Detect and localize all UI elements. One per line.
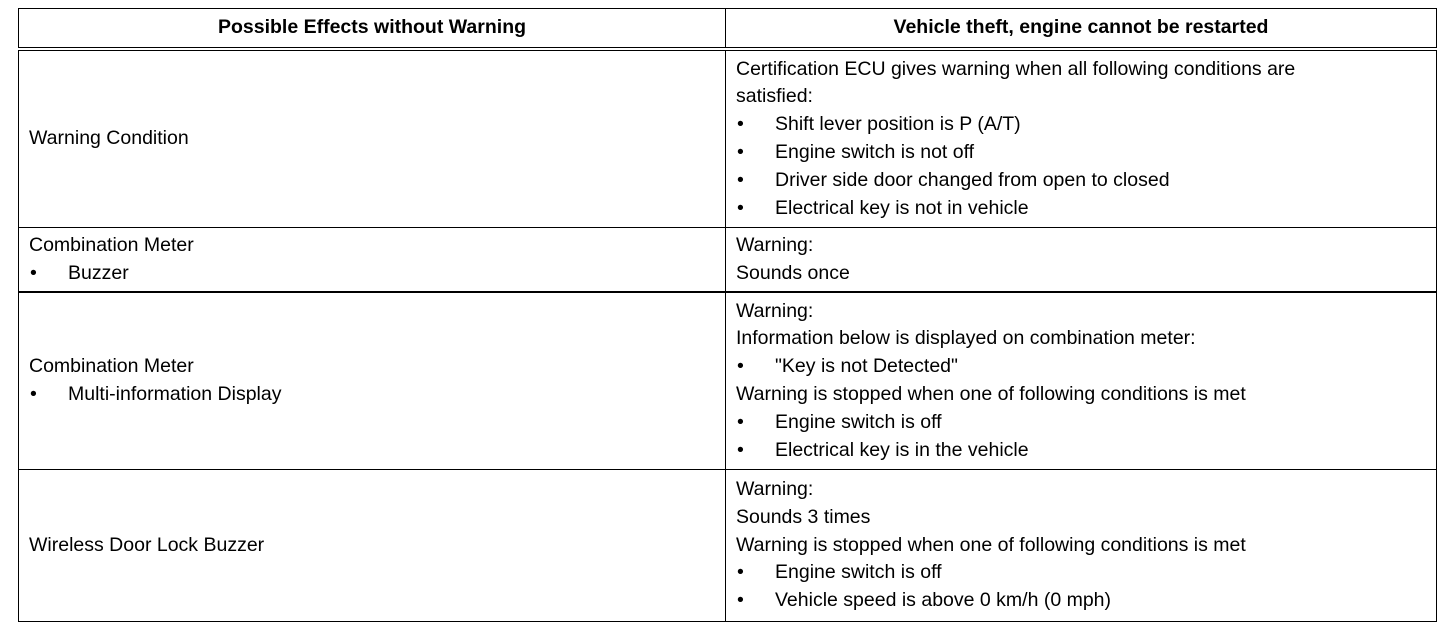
cell-combination-meter-buzzer — [19, 228, 726, 293]
row-label: Combination Meter — [29, 355, 194, 378]
cell-combination-meter-mid — [19, 292, 726, 470]
table-header-row — [19, 9, 1437, 50]
bullet-icon: • — [737, 113, 744, 136]
detail-line: Warning is stopped when one of following conditions is met — [736, 383, 1246, 405]
bullet-item: • Electrical key is in the vehicle — [736, 437, 1426, 465]
cell-warning-condition — [19, 49, 726, 228]
bullet-item: • "Key is not Detected" — [736, 353, 1426, 381]
bullet-icon: • — [30, 261, 37, 284]
detail-line: Sounds once — [736, 261, 850, 284]
detail-line: Information below is displayed on combination meter: — [736, 327, 1196, 350]
warning-table — [18, 8, 1437, 622]
bullet-icon: • — [737, 141, 744, 163]
row-label: Warning Condition — [29, 127, 189, 150]
bullet-icon: • — [30, 383, 37, 405]
bullet-item: • Shift lever position is P (A/T) — [736, 111, 1426, 139]
bullet-item: • Engine switch is off — [736, 559, 1426, 587]
table-row — [19, 470, 1437, 622]
bullet-icon: • — [737, 355, 744, 378]
bullet-icon: • — [737, 561, 744, 584]
header-effects: Possible Effects without Warning — [19, 9, 726, 50]
detail-line: Warning: — [736, 478, 814, 500]
detail-line: Sounds 3 times — [736, 505, 871, 528]
bullet-icon: • — [737, 438, 744, 461]
cell-wireless-door-lock-buzzer — [19, 470, 726, 622]
table-row — [19, 49, 1437, 228]
bullet-item: • Engine switch is not off — [736, 139, 1426, 167]
bullet-item: • Electrical key is not in vehicle — [736, 195, 1426, 223]
bullet-icon: • — [737, 168, 744, 191]
detail-line: Warning is stopped when one of following conditions is met — [736, 533, 1246, 556]
bullet-icon: • — [737, 410, 744, 433]
bullet-icon: • — [737, 196, 744, 219]
detail-line: Warning: — [736, 299, 814, 322]
bullet-item: • Multi-information Display — [29, 381, 715, 409]
bullet-item: • Vehicle speed is above 0 km/h (0 mph) — [736, 587, 1426, 615]
row-label: Wireless Door Lock Buzzer — [29, 533, 265, 556]
detail-line: Warning: — [736, 233, 814, 256]
table-row — [19, 292, 1437, 470]
cell-mid-detail — [726, 292, 1437, 470]
cell-wireless-detail — [726, 470, 1437, 622]
table-row — [19, 228, 1437, 293]
row-label: Combination Meter — [29, 233, 194, 256]
bullet-item: • Driver side door changed from open to closed — [736, 167, 1426, 195]
cell-warning-condition-detail — [726, 49, 1437, 228]
bullet-item: • Engine switch is off — [736, 409, 1426, 437]
bullet-item: • Buzzer — [29, 260, 715, 288]
header-vehicle-theft: Vehicle theft, engine cannot be restarted — [726, 9, 1437, 50]
detail-line: Certification ECU gives warning when all following conditions are — [736, 57, 1296, 80]
cell-buzzer-detail — [726, 228, 1437, 293]
bullet-icon: • — [737, 589, 744, 612]
detail-line: satisfied: — [736, 85, 813, 108]
